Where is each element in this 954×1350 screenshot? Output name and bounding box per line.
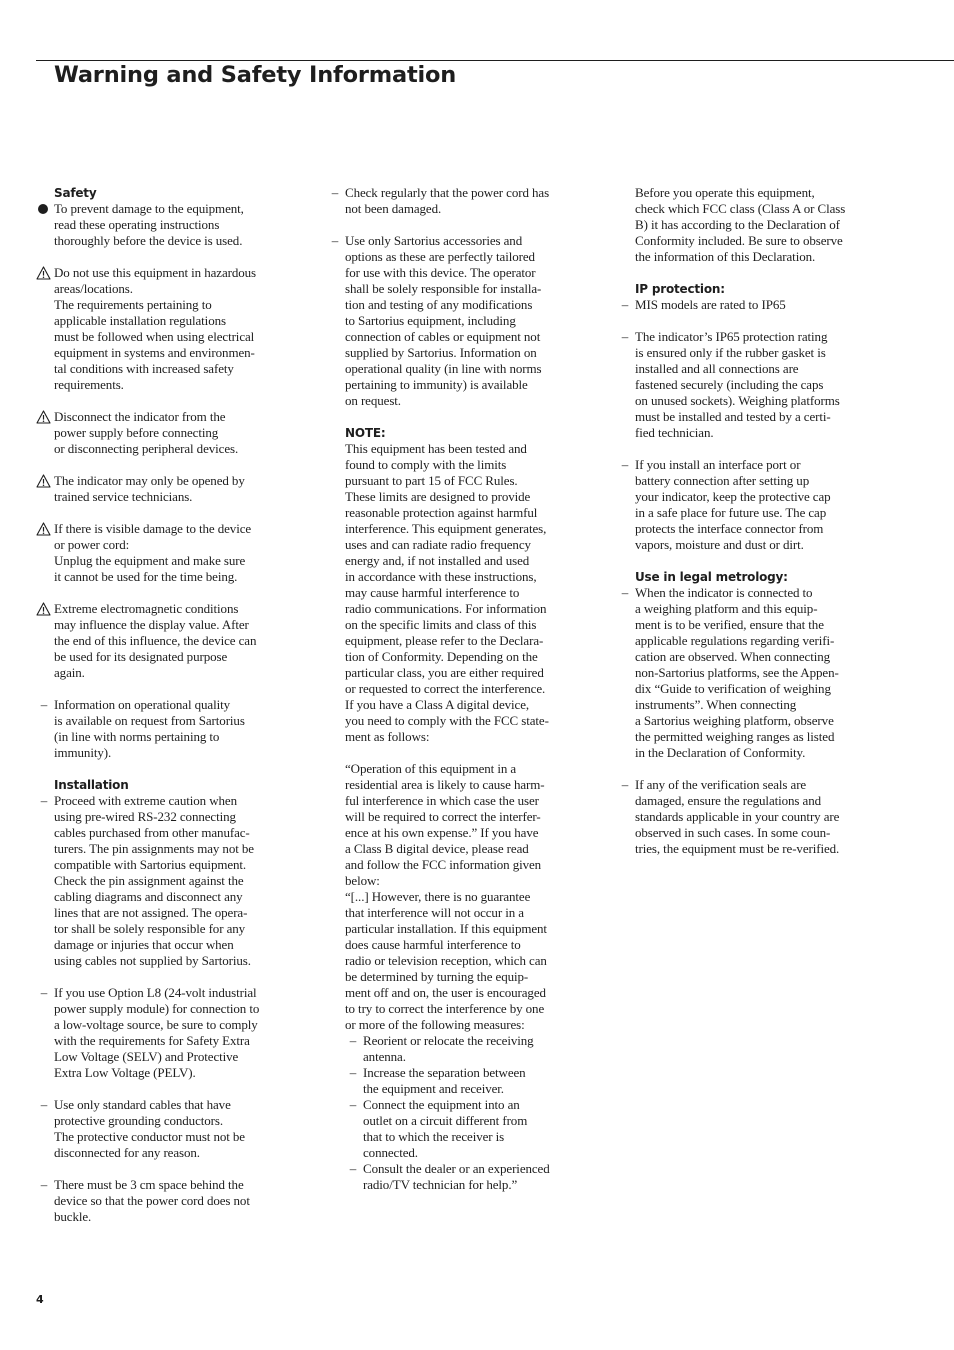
text-line: ment as follows:	[345, 729, 430, 744]
text-block	[635, 185, 875, 265]
text-line: The requirements pertaining to	[54, 297, 212, 312]
text-block	[54, 265, 294, 393]
text-line: standards applicable in your country are	[635, 809, 840, 824]
text-line: tal conditions with increased safety	[54, 361, 234, 376]
text-line: fied technician.	[635, 425, 714, 440]
dash-marker: –	[40, 1097, 48, 1112]
dash-marker: –	[331, 233, 339, 248]
text-line: The protective conductor must not be	[54, 1129, 245, 1144]
measure-item-4	[349, 1161, 585, 1193]
text-block	[54, 409, 294, 457]
text-line: tion and testing of any modifications	[345, 297, 533, 312]
bullet-icon	[38, 204, 48, 214]
list-item-legal-2	[621, 777, 875, 857]
text-line: tor shall be solely responsible for any	[54, 921, 246, 936]
list-item-install-1	[40, 793, 294, 969]
list-item-legal-1	[621, 585, 875, 761]
dash-marker: –	[349, 1161, 357, 1176]
text-line: with the requirements for Safety Extra	[54, 1033, 250, 1048]
text-line: trained service technicians.	[54, 489, 193, 504]
text-line: be used for its designated purpose	[54, 649, 228, 664]
text-line: Information on operational quality	[54, 697, 231, 712]
fcc-intro-paragraph	[635, 185, 875, 265]
text-line: tion of Conformity. Depending on the	[345, 649, 538, 664]
text-line: Extra Low Voltage (PELV).	[54, 1065, 196, 1080]
text-line: outlet on a circuit different from	[363, 1113, 528, 1128]
warning-triangle-icon	[36, 522, 51, 536]
text-line: for use with this device. The operator	[345, 265, 536, 280]
text-line: These limits are designed to provide	[345, 489, 531, 504]
text-line: Reorient or relocate the receiving	[363, 1033, 534, 1048]
text-block	[345, 761, 585, 1033]
list-item-install-2	[40, 985, 294, 1081]
text-line: energy and, if not installed and used	[345, 553, 530, 568]
text-line: “Operation of this equipment in a	[345, 761, 517, 776]
text-line: or disconnecting peripheral devices.	[54, 441, 239, 456]
text-line: To prevent damage to the equipment,	[54, 201, 244, 216]
text-line: battery connection after setting up	[635, 473, 810, 488]
page-title: Warning and Safety Information	[54, 62, 457, 88]
text-line: Consult the dealer or an experienced	[363, 1161, 550, 1176]
text-line: ful interference in which case the user	[345, 793, 539, 808]
text-line: a low-voltage source, be sure to comply	[54, 1017, 258, 1032]
warning-item-hazardous	[54, 265, 294, 393]
text-line: the permitted weighing ranges as listed	[635, 729, 835, 744]
warning-item-disconnect	[54, 409, 294, 457]
text-line: Unplug the equipment and make sure	[54, 553, 246, 568]
list-item-power-cord	[331, 185, 585, 217]
measures-list	[349, 1033, 585, 1193]
dash-marker: –	[40, 697, 48, 712]
dash-marker: –	[40, 793, 48, 808]
text-line: particular class, you are either required	[345, 665, 544, 680]
warning-item-opened	[54, 473, 294, 505]
text-line: installed and all connections are	[635, 361, 799, 376]
text-line: found to comply with the limits	[345, 457, 507, 472]
text-line: vapors, moisture and dust or dirt.	[635, 537, 804, 552]
text-line: using cables not supplied by Sartorius.	[54, 953, 251, 968]
text-block	[54, 521, 294, 585]
text-line: Connect the equipment into an	[363, 1097, 520, 1112]
text-line: check which FCC class (Class A or Class	[635, 201, 846, 216]
text-line: Use only standard cables that have	[54, 1097, 231, 1112]
text-line: is ensured only if the rubber gasket is	[635, 345, 826, 360]
text-line: antenna.	[363, 1049, 406, 1064]
text-line: may influence the display value. After	[54, 617, 249, 632]
text-line: a Class B digital device, please read	[345, 841, 529, 856]
text-line: protective grounding conductors.	[54, 1113, 224, 1128]
text-block	[345, 441, 585, 745]
text-line: cables purchased from other manufac-	[54, 825, 250, 840]
list-item-ip-1	[621, 297, 875, 313]
dash-marker: –	[349, 1033, 357, 1048]
text-line: be determined by turning the equip-	[345, 969, 529, 984]
warning-item-damage	[54, 521, 294, 585]
text-line: or power cord:	[54, 537, 130, 552]
text-line: tries, the equipment must be re-verified.	[635, 841, 840, 856]
dash-marker: –	[40, 1177, 48, 1192]
text-line: supplied by Sartorius. Information on	[345, 345, 537, 360]
column-3	[621, 185, 875, 857]
text-line: reasonable protection against harmful	[345, 505, 538, 520]
text-line: (in line with norms pertaining to	[54, 729, 220, 744]
text-line: If there is visible damage to the device	[54, 521, 252, 536]
list-item-install-3	[40, 1097, 294, 1161]
dash-marker: –	[40, 985, 48, 1000]
text-block	[54, 697, 294, 761]
list-item-accessories	[331, 233, 585, 409]
text-line: fastened securely (including the caps	[635, 377, 824, 392]
text-line: Check regularly that the power cord has	[345, 185, 550, 200]
dash-marker: –	[621, 457, 629, 472]
dash-marker: –	[621, 777, 629, 792]
text-line: Before you operate this equipment,	[635, 185, 815, 200]
text-line: radio or television reception, which can	[345, 953, 547, 968]
text-line: the information of this Declaration.	[635, 249, 816, 264]
text-line: Use only Sartorius accessories and	[345, 233, 523, 248]
text-line: Proceed with extreme caution when	[54, 793, 237, 808]
text-line: uses and can radiate radio frequency	[345, 537, 531, 552]
text-block	[54, 1177, 294, 1225]
legal-metrology-heading: Use in legal metrology:	[635, 570, 788, 584]
text-block	[345, 233, 585, 409]
text-line: The indicator may only be opened by	[54, 473, 245, 488]
page-number: 4	[36, 1293, 44, 1306]
text-block	[363, 1033, 585, 1065]
text-block	[363, 1065, 585, 1097]
text-line: ence at his own expense.” If you have	[345, 825, 539, 840]
text-line: to try to correct the interference by one	[345, 1001, 545, 1016]
column-2	[331, 185, 585, 1193]
column-1	[40, 185, 294, 1225]
installation-heading: Installation	[54, 778, 129, 792]
text-line: immunity).	[54, 745, 112, 760]
text-line: Conformity included. Be sure to observe	[635, 233, 843, 248]
text-line: will be required to correct the interfer-	[345, 809, 541, 824]
text-line: cation are observed. When connecting	[635, 649, 831, 664]
text-line: dix “Guide to verification of weighing	[635, 681, 831, 696]
header-rule	[36, 60, 954, 61]
text-line: you need to comply with the FCC state-	[345, 713, 549, 728]
text-line: must be installed and tested by a certi-	[635, 409, 831, 424]
text-line: on request.	[345, 393, 401, 408]
text-line: There must be 3 cm space behind the	[54, 1177, 244, 1192]
warning-triangle-icon	[36, 410, 51, 424]
text-line: turers. The pin assignments may not be	[54, 841, 254, 856]
text-line: “[...] However, there is no guarantee	[345, 889, 531, 904]
text-line: that to which the receiver is	[363, 1129, 505, 1144]
text-line: or more of the following measures:	[345, 1017, 525, 1032]
dash-marker: –	[621, 585, 629, 600]
measure-item-2	[349, 1065, 585, 1097]
text-line: protects the interface connector from	[635, 521, 824, 536]
text-line: If you install an interface port or	[635, 457, 801, 472]
text-line: damaged, ensure the regulations and	[635, 793, 822, 808]
text-line: device so that the power cord does not	[54, 1193, 250, 1208]
text-line: a Sartorius weighing platform, observe	[635, 713, 834, 728]
text-line: MIS models are rated to IP65	[635, 297, 786, 312]
dash-marker: –	[621, 329, 629, 344]
measure-item-3	[349, 1097, 585, 1161]
text-line: pertaining to immunity) is available	[345, 377, 528, 392]
text-line: not been damaged.	[345, 201, 442, 216]
text-line: your indicator, keep the protective cap	[635, 489, 831, 504]
text-line: equipment in systems and environmen-	[54, 345, 255, 360]
text-line: the equipment and receiver.	[363, 1081, 504, 1096]
text-line: pursuant to part 15 of FCC Rules.	[345, 473, 518, 488]
text-line: using pre-wired RS-232 connecting	[54, 809, 236, 824]
text-line: Disconnect the indicator from the	[54, 409, 226, 424]
text-line: may cause harmful interference to	[345, 585, 520, 600]
text-line: The indicator’s IP65 protection rating	[635, 329, 828, 344]
text-line: does cause harmful interference to	[345, 937, 521, 952]
text-line: Do not use this equipment in hazardous	[54, 265, 256, 280]
text-line: Low Voltage (SELV) and Protective	[54, 1049, 239, 1064]
dash-marker: –	[331, 185, 339, 200]
text-line: applicable regulations regarding verifi-	[635, 633, 835, 648]
text-block	[345, 185, 585, 217]
text-block	[54, 201, 294, 249]
text-line: Increase the separation between	[363, 1065, 526, 1080]
text-line: equipment, please refer to the Declara-	[345, 633, 544, 648]
dash-marker: –	[349, 1065, 357, 1080]
text-line: Extreme electromagnetic conditions	[54, 601, 239, 616]
text-block	[635, 297, 875, 313]
text-line: options as these are perfectly tailored	[345, 249, 535, 264]
text-line: areas/locations.	[54, 281, 133, 296]
text-block	[54, 473, 294, 505]
text-line: the end of this influence, the device can	[54, 633, 257, 648]
list-item-ip-2	[621, 329, 875, 441]
text-block	[54, 985, 294, 1081]
text-line: and follow the FCC information given	[345, 857, 542, 872]
text-line: in a safe place for future use. The cap	[635, 505, 827, 520]
text-line: connection of cables or equipment not	[345, 329, 541, 344]
text-line: thoroughly before the device is used.	[54, 233, 243, 248]
dash-marker: –	[621, 297, 629, 312]
text-line: power supply module) for connection to	[54, 1001, 260, 1016]
text-line: operational quality (in line with norms	[345, 361, 542, 376]
text-line: When the indicator is connected to	[635, 585, 813, 600]
text-block	[363, 1161, 585, 1193]
text-line: that interference will not occur in a	[345, 905, 524, 920]
text-line: radio communications. For information	[345, 601, 547, 616]
list-item-ip-3	[621, 457, 875, 553]
text-line: interference. This equipment generates,	[345, 521, 547, 536]
text-line: again.	[54, 665, 85, 680]
list-item-install-4	[40, 1177, 294, 1225]
text-block	[635, 457, 875, 553]
text-line: or requested to correct the interference.	[345, 681, 546, 696]
warning-triangle-icon	[36, 602, 51, 616]
text-line: observed in such cases. In some coun-	[635, 825, 831, 840]
list-item-quality	[40, 697, 294, 761]
text-line: Check the pin assignment against the	[54, 873, 244, 888]
text-block	[54, 1097, 294, 1161]
text-line: buckle.	[54, 1209, 92, 1224]
text-line: disconnected for any reason.	[54, 1145, 200, 1160]
text-block	[54, 601, 294, 681]
text-line: power supply before connecting	[54, 425, 219, 440]
text-line: cabling diagrams and disconnect any	[54, 889, 243, 904]
warning-triangle-icon	[36, 474, 51, 488]
text-block	[54, 793, 294, 969]
text-line: connected.	[363, 1145, 418, 1160]
text-line: below:	[345, 873, 380, 888]
text-line: in accordance with these instructions,	[345, 569, 537, 584]
text-line: This equipment has been tested and	[345, 441, 527, 456]
text-line: shall be solely responsible for installa-	[345, 281, 542, 296]
warning-triangle-icon	[36, 266, 51, 280]
text-line: it cannot be used for the time being.	[54, 569, 238, 584]
text-block	[363, 1097, 585, 1161]
safety-heading: Safety	[54, 186, 97, 200]
text-line: radio/TV technician for help.”	[363, 1177, 518, 1192]
text-line: on unused sockets). Weighing platforms	[635, 393, 840, 408]
measure-item-1	[349, 1033, 585, 1065]
text-line: If you use Option L8 (24-volt industrial	[54, 985, 257, 1000]
text-line: read these operating instructions	[54, 217, 220, 232]
text-line: If you have a Class A digital device,	[345, 697, 530, 712]
text-line: to Sartorius equipment, including	[345, 313, 516, 328]
text-line: applicable installation regulations	[54, 313, 226, 328]
text-line: in the Declaration of Conformity.	[635, 745, 806, 760]
text-line: ment off and on, the user is encouraged	[345, 985, 546, 1000]
text-line: particular installation. If this equipment	[345, 921, 547, 936]
text-line: on the specific limits and class of this	[345, 617, 537, 632]
text-line: B) it has according to the Declaration of	[635, 217, 840, 232]
warning-item-electromagnetic	[54, 601, 294, 681]
text-line: damage or injuries that occur when	[54, 937, 234, 952]
text-line: If any of the verification seals are	[635, 777, 807, 792]
text-block	[635, 585, 875, 761]
text-line: instruments”. When connecting	[635, 697, 797, 712]
fcc-quote-paragraph	[345, 761, 585, 1033]
text-block	[635, 777, 875, 857]
text-line: lines that are not assigned. The opera-	[54, 905, 248, 920]
text-line: ment is to be verified, ensure that the	[635, 617, 824, 632]
text-line: is available on request from Sartorius	[54, 713, 245, 728]
text-line: requirements.	[54, 377, 124, 392]
text-line: compatible with Sartorius equipment.	[54, 857, 247, 872]
ip-protection-heading: IP protection:	[635, 282, 725, 296]
safety-bullet-item	[54, 201, 294, 249]
note-paragraph	[345, 441, 585, 745]
dash-marker: –	[349, 1097, 357, 1112]
text-line: a weighing platform and this equip-	[635, 601, 818, 616]
text-line: residential area is likely to cause harm-	[345, 777, 545, 792]
text-line: must be followed when using electrical	[54, 329, 255, 344]
text-line: non-Sartorius platforms, see the Appen-	[635, 665, 839, 680]
note-heading: NOTE:	[345, 426, 386, 440]
text-block	[635, 329, 875, 441]
